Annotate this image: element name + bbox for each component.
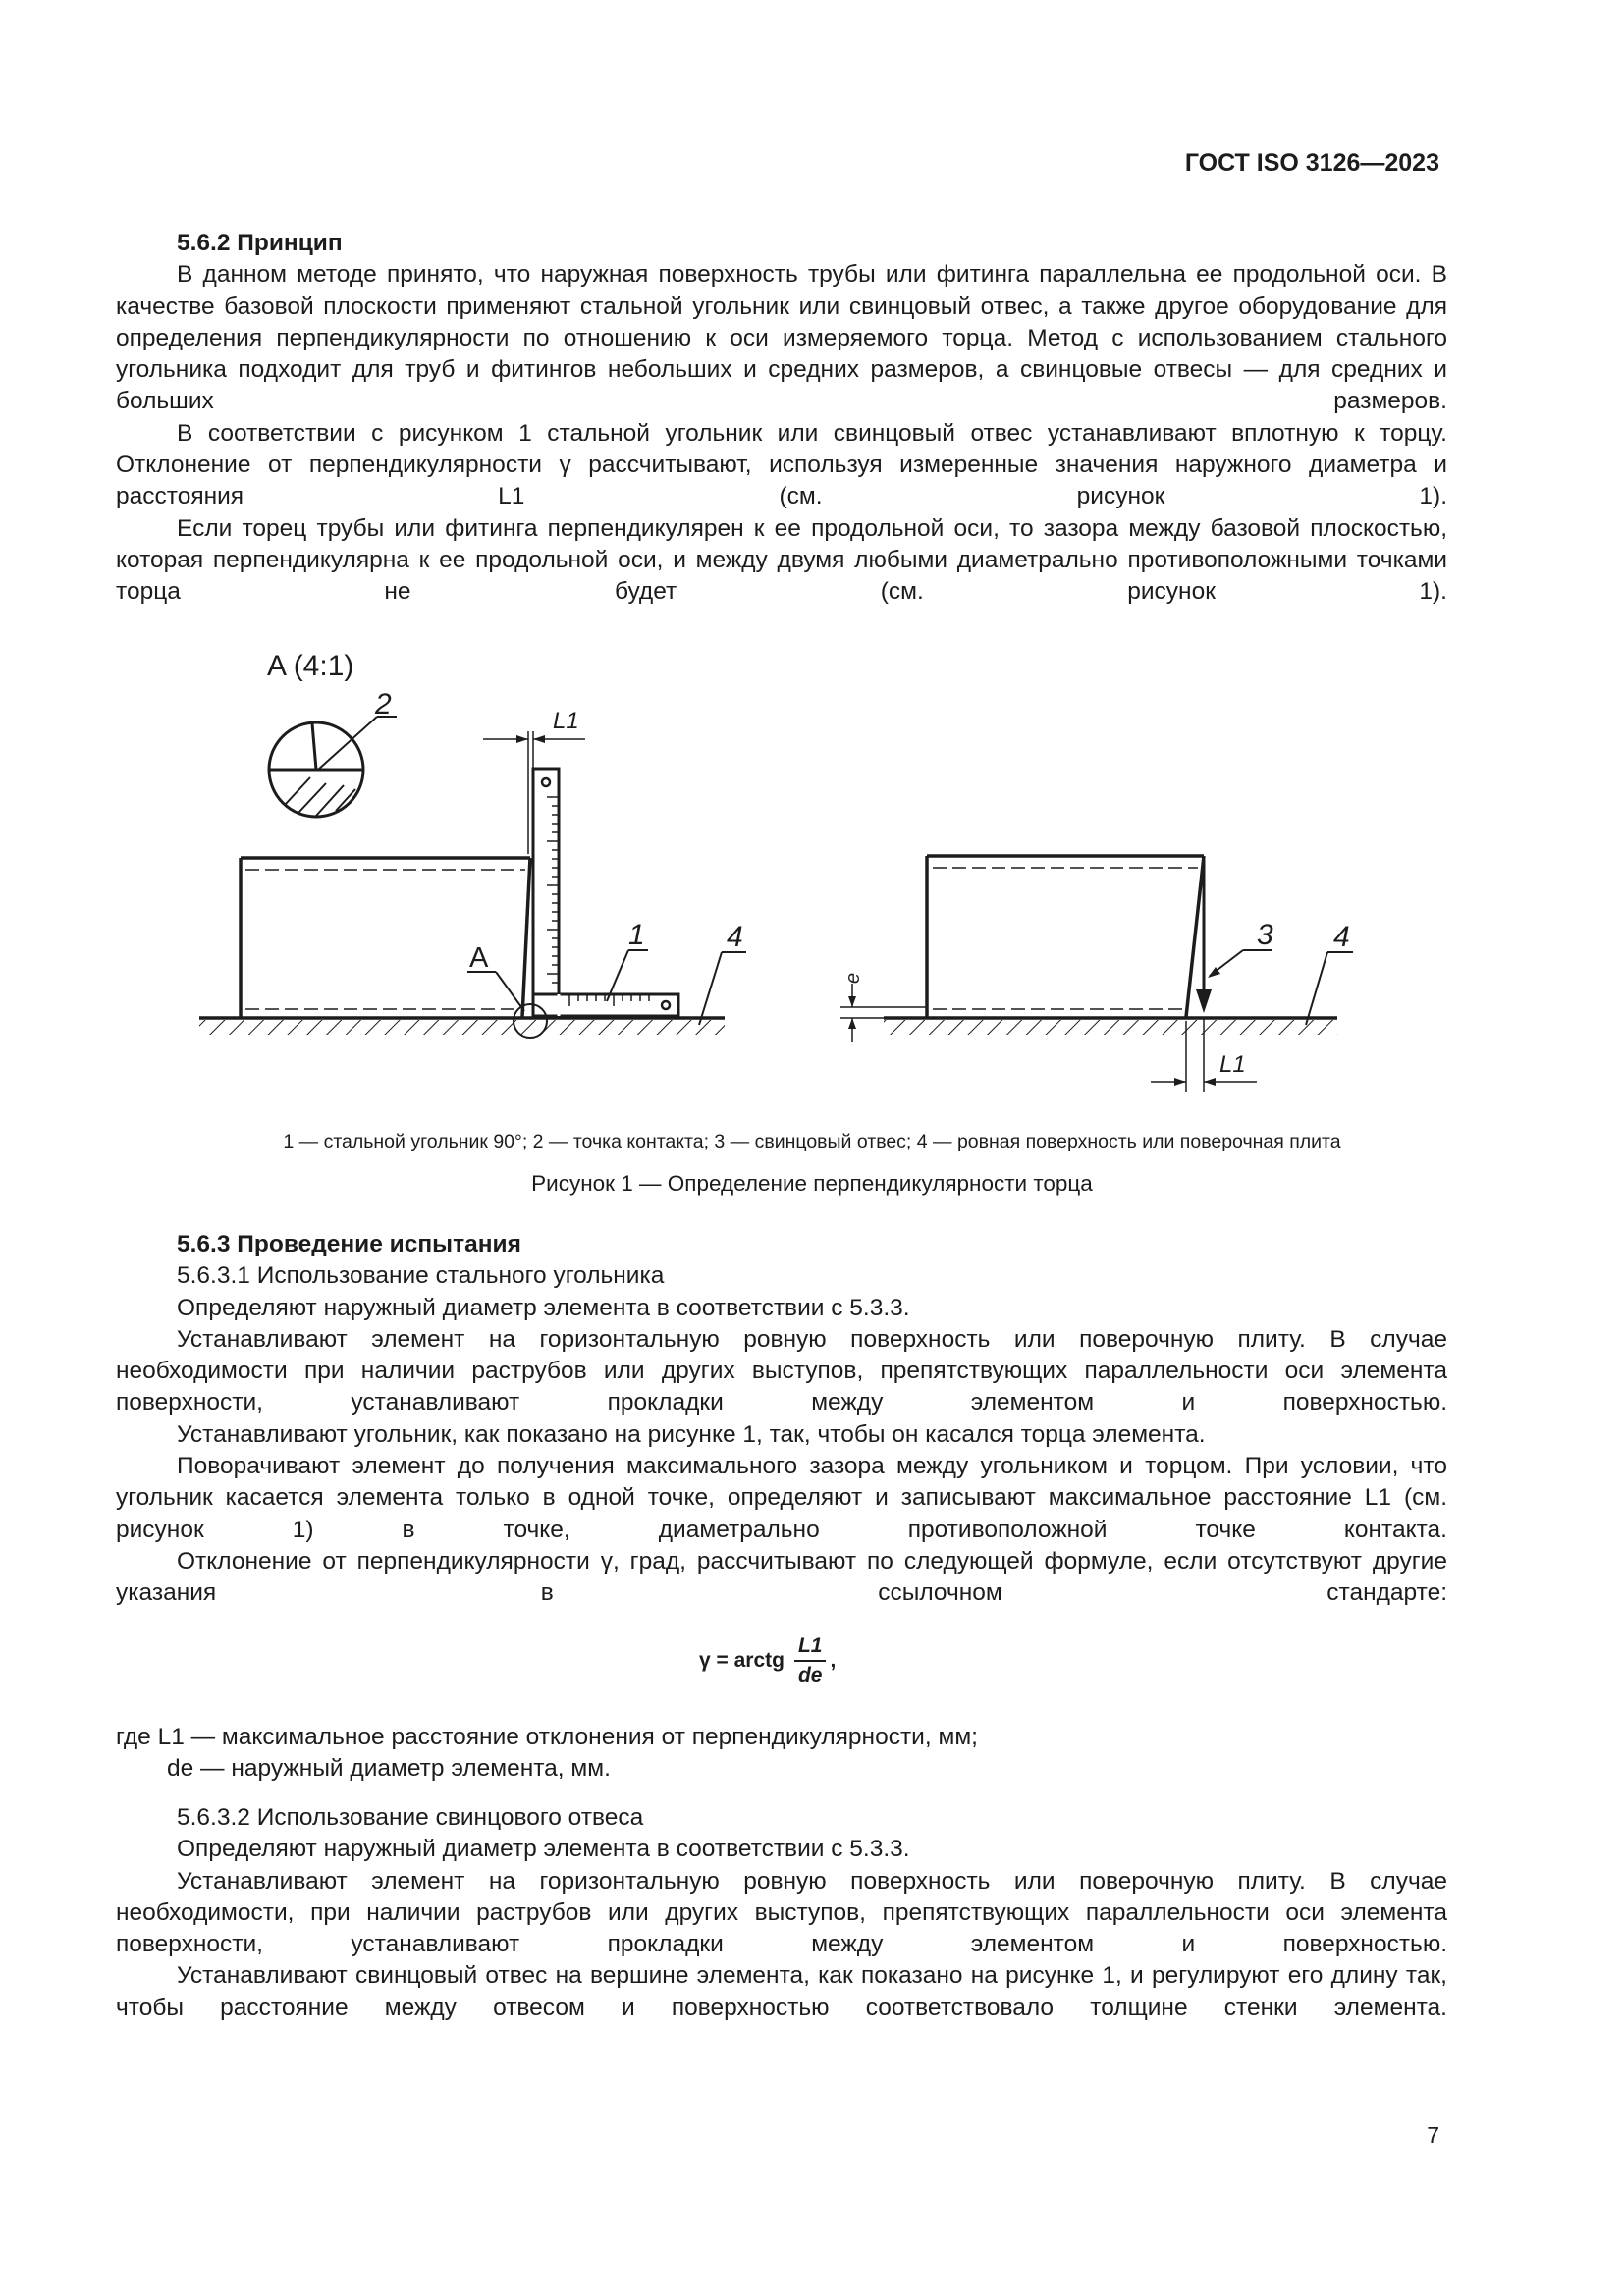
callout-3: 3 <box>1257 919 1273 951</box>
label-a: A <box>469 942 489 974</box>
page-number: 7 <box>1427 2122 1439 2148</box>
subsection-title: 5.6.3.1 Использование стального угольника <box>177 1262 665 1290</box>
paragraph: Устанавливают угольник, как показано на рисунке 1, так, чтобы он касался торца элемента. <box>177 1420 1206 1448</box>
section-title: 5.6.3 Проведение испытания <box>177 1231 521 1257</box>
callout-4-left: 4 <box>727 921 743 953</box>
detail-label: A (4:1) <box>267 650 354 682</box>
callout-2: 2 <box>375 688 392 721</box>
paragraph: Поворачивают элемент до получения максимального зазора между угольником и торцом. При условии, что угольник касается элемента только в одной точке, определяют и записывают максимальное расстояние L1 (см. рисунок 1) в точке, диаметрально противоположной точке контакта. <box>116 1453 1447 1543</box>
subsection-title: 5.6.3.2 Использование свинцового отвеса <box>177 1804 644 1831</box>
paragraph: В соответствии с рисунком 1 стальной угольник или свинцовый отвес устанавливают вплотную к торцу. Отклонение от перпендикулярности γ рассчитывают, используя измеренные значения наружного диаметра и расстояния L1 (см. рисунок 1). <box>116 419 1447 510</box>
document-id: ГОСТ ISO 3126—2023 <box>1184 149 1439 177</box>
where-l1: где L1 — максимальное расстояние отклонения от перпендикулярности, мм; <box>116 1724 978 1750</box>
plumb-bob <box>1196 860 1212 1013</box>
paragraph: Определяют наружный диаметр элемента в соответствии с 5.3.3. <box>177 1294 910 1321</box>
dim-l1-bottom: L1 <box>1219 1051 1246 1078</box>
figure-legend: 1 — стальной угольник 90°; 2 — точка контакта; 3 — свинцовый отвес; 4 — ровная поверхность или поверочная плита <box>283 1131 1341 1152</box>
dim-l1-top: L1 <box>553 708 579 734</box>
formula-tail: , <box>830 1649 837 1672</box>
left-pipe-drawing <box>241 858 530 1017</box>
formula-gamma <box>699 1634 836 1687</box>
paragraph: Устанавливают элемент на горизонтальную ровную поверхность или поверочную плиту. В случае необходимости, при наличии раструбов или других выступов, препятствующих параллельности оси элемента поверхности, устанавливают прокладки между элементом и поверхностью. <box>116 1867 1447 1958</box>
figure-caption: Рисунок 1 — Определение перпендикулярности торца <box>531 1171 1093 1196</box>
formula-numerator: L1 <box>794 1634 827 1662</box>
callout-4-right: 4 <box>1333 921 1350 953</box>
paragraph: Устанавливают элемент на горизонтальную ровную поверхность или поверочную плиту. В случае необходимости при наличии раструбов или других выступов, препятствующих параллельности оси элемента поверхности, устанавливают прокладки между элементом и поверхностью. <box>116 1325 1447 1416</box>
callout-1: 1 <box>628 919 645 951</box>
detail-view-a <box>269 717 397 817</box>
section-title: 5.6.2 Принцип <box>177 230 343 256</box>
right-pipe-drawing <box>927 856 1204 1017</box>
paragraph: В данном методе принято, что наружная поверхность трубы или фитинга параллельна ее продольной оси. В качестве базовой плоскости применяют стальной угольник или свинцовый отвес, а также другое оборудование для определения перпендикулярности по отношению к оси измеряемого торца. Метод с использованием стального угольника подходит для труб и фитингов небольших и средних размеров, а свинцовые отвесы — для средних и больших размеров. <box>116 261 1447 415</box>
formula-fraction <box>794 1634 827 1687</box>
steel-square <box>533 769 678 1016</box>
section-5-6-3-2 <box>116 1802 1447 2024</box>
section-5-6-3 <box>116 1229 1447 1610</box>
paragraph: Отклонение от перпендикулярности γ, град, рассчитывают по следующей формуле, если отсутствуют другие указания в ссылочном стандарте: <box>116 1547 1447 1607</box>
formula-lhs: γ = arctg <box>699 1649 785 1672</box>
where-de: de — наружный диаметр элемента, мм. <box>167 1755 611 1782</box>
paragraph: Устанавливают свинцовый отвес на вершине элемента, как показано на рисунке 1, и регулируют его длину так, чтобы расстояние между отвесом и поверхностью соответствовало толщине стенки элемента. <box>116 1962 1447 2021</box>
paragraph: Если торец трубы или фитинга перпендикулярен к ее продольной оси, то зазора между базовой плоскостью, которая перпендикулярна к ее продольной оси, и между двумя любыми диаметрально противоположными точками торца не будет (см. рисунок 1). <box>116 514 1447 606</box>
formula-denominator: de <box>797 1664 823 1686</box>
paragraph: Определяют наружный диаметр элемента в соответствии с 5.3.3. <box>177 1836 910 1863</box>
dim-e: e <box>842 972 864 984</box>
